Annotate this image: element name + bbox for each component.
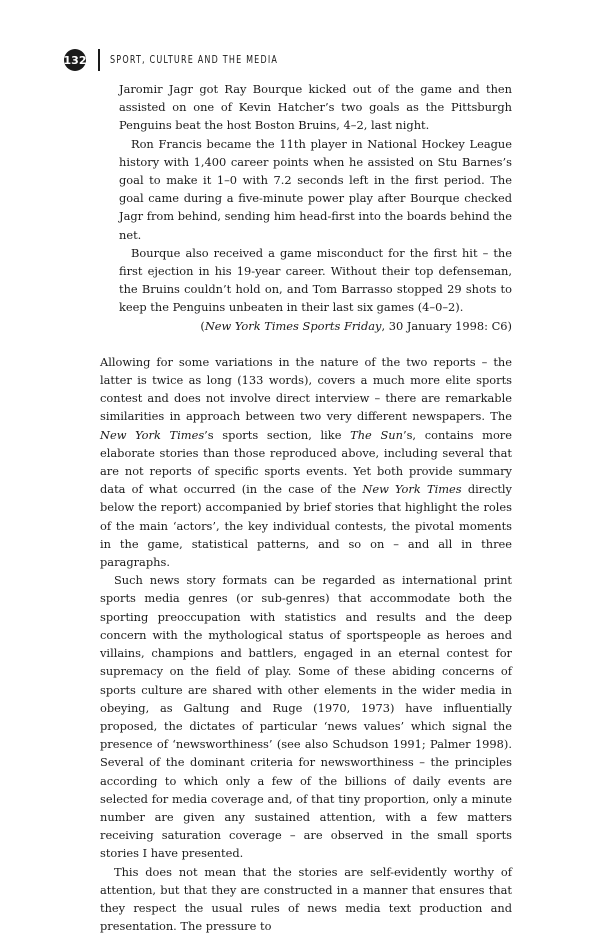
text-run: ’s, contains more elaborate stories than those reproduced above, including several that are not reports of specific sports events. Yet both provide summary data of what occurred (in the case of the: [100, 427, 512, 497]
source-rest: , 30 January 1998: C6): [381, 318, 512, 333]
body-paragraph: Such news story formats can be regarded as international print sports media genres (or sub-genres) that accommodate both the sporting preoccupation with statistics and results and the deep concern with the mythological status of sportspeople as heroes and villains, champions and battlers, engaged in an eternal contest for supremacy on the field of play. Some of these abiding concerns of sports culture are shared with other elements in the wider media in obeying, as Galtung and Ruge (1970, 1973) have influentially proposed, the dictates of particular ‘news values’ which signal the presence of ‘newsworthiness’ (see also Schudson 1991; Palmer 1998). Several of the dominant criteria for newsworthiness – the principles according to which only a few of the billions of daily events are selected for media coverage and, of that tiny proportion, only a minute number are given any sustained attention, with a few matters receiving saturation coverage – are observed in the small sports stories I have presented.: [100, 573, 512, 861]
publication-title: New York Times: [100, 427, 205, 442]
block-quote: [100, 80, 512, 335]
text-run: ’s sports section, like: [204, 427, 351, 442]
page-number: 132: [64, 49, 86, 71]
body-paragraph: [100, 353, 512, 571]
header-divider: [98, 49, 100, 71]
quote-paragraph: Ron Francis became the 11th player in National Hockey League history with 1,400 career points when he assisted on Stu Barnes’s goal to make it 1–0 with 7.2 seconds left in the first period. The goal came during a five-minute power play after Bourque checked Jagr from behind, sending him head-first into the boards behind the net.: [119, 136, 512, 242]
quote-paragraph: Jaromir Jagr got Ray Bourque kicked out of the game and then assisted on one of Kevin Hatcher’s two goals as the Pittsburgh Penguins beat the host Boston Bruins, 4–2, last night.: [119, 82, 512, 133]
page-header: [64, 48, 308, 72]
quote-source: [119, 317, 512, 335]
quote-paragraph: Bourque also received a game misconduct for the first hit – the first ejection in his 19-year career. Without their top defenseman, the Bruins couldn’t hold on, and Tom Barrasso stopped 29 shots to keep the Penguins unbeaten in their last six games (4–0–2).: [119, 245, 512, 315]
publication-title: New York Times: [362, 482, 462, 497]
page-content: [100, 80, 512, 935]
running-head: SPORT, CULTURE AND THE MEDIA: [110, 54, 279, 66]
publication-title: The Sun: [350, 427, 403, 442]
source-title: New York Times Sports Friday: [204, 318, 382, 333]
body-text: [100, 353, 512, 935]
source-open: (: [200, 318, 205, 333]
body-paragraph: This does not mean that the stories are self-evidently worthy of attention, but that they are constructed in a manner that ensures that they respect the usual rules of news media text production and presentation. The pressure to: [100, 864, 512, 934]
text-run: Allowing for some variations in the nature of the two reports – the latter is twice as long (133 words), covers a much more elite sports contest and does not involve direct interview – there are remarkable similarities in approach between two very different newspapers. The: [100, 354, 512, 424]
text-run: directly below the report) accompanied by brief stories that highlight the roles of the main ‘actors’, the key individual contests, the pivotal moments in the game, statistical patterns, and so on – and all in three paragraphs.: [100, 482, 512, 570]
